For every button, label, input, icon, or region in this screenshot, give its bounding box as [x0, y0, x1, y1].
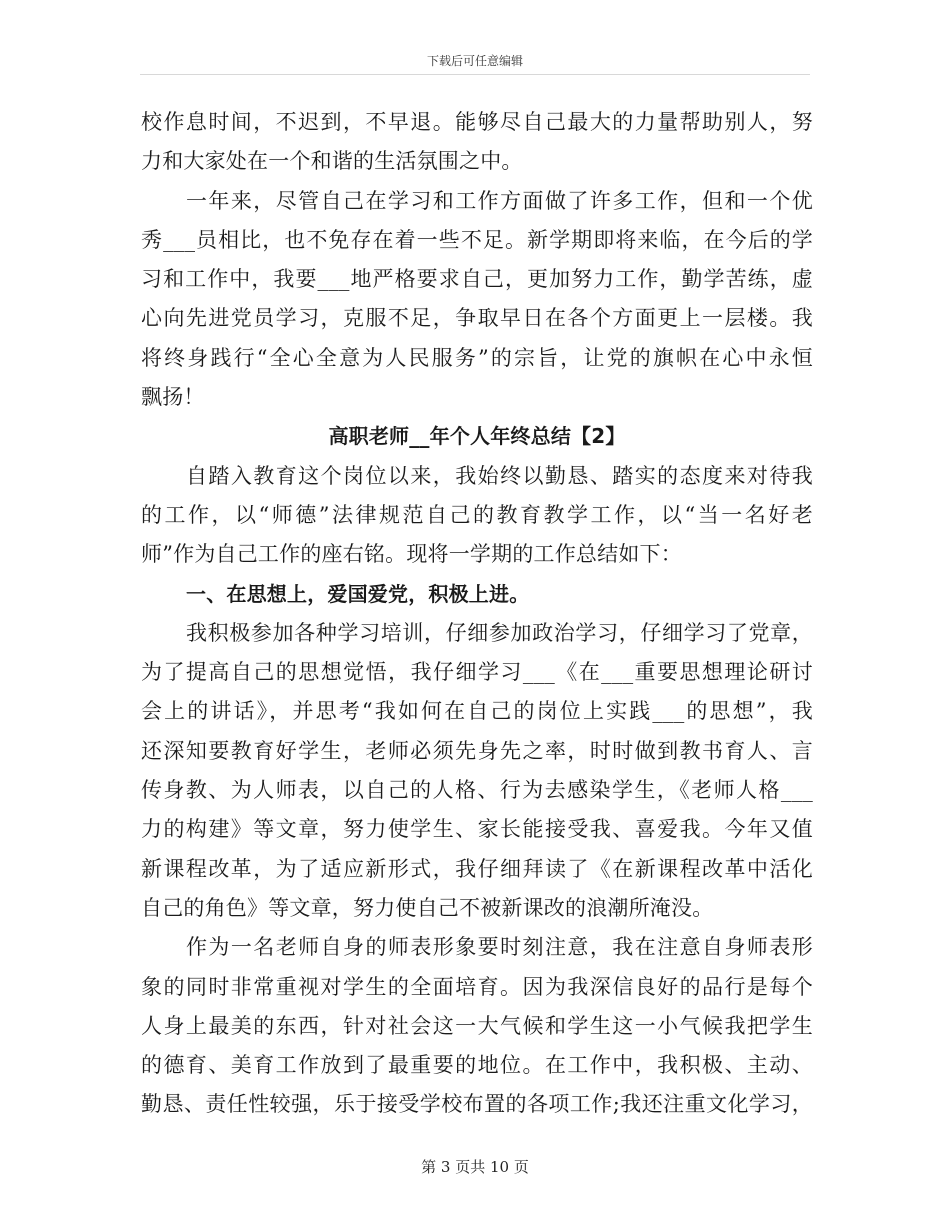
- text-line: 新课程改革，为了适应新形式，我仔细拜读了《在新课程改革中活化: [141, 856, 813, 881]
- text-line: 的工作，以“师德”法律规范自己的教育教学工作，以“当一名好老: [141, 502, 813, 527]
- page-header: 下载后可任意编辑: [426, 54, 523, 68]
- text-line: 作为一名老师自身的师表形象要时刻注意，我在注意自身师表形: [186, 935, 813, 960]
- text-line: 会上的讲话》，并思考“我如何在自己的岗位上实践___的思想”，我: [141, 699, 813, 724]
- text-line: 传身教、为人师表，以自己的人格、行为去感染学生，《老师人格___: [141, 778, 813, 803]
- header-divider: [140, 74, 810, 75]
- text-line: 自己的角色》等文章，努力使自己不被新课改的浪潮所淹没。: [141, 895, 714, 920]
- text-line: 象的同时非常重视对学生的全面培育。因为我深信良好的品行是每个: [141, 974, 813, 999]
- document-body: [141, 103, 813, 1125]
- text-line: 一年来，尽管自己在学习和工作方面做了许多工作，但和一个优: [186, 188, 813, 213]
- text-line: 人身上最美的东西，针对社会这一大气候和学生这一小气候我把学生: [141, 1013, 813, 1038]
- text-line: 飘扬！: [141, 385, 205, 410]
- section-title: 高职老师__年个人年终总结【2】: [328, 424, 626, 449]
- text-line: 校作息时间，不迟到，不早退。能够尽自己最大的力量帮助别人，努: [141, 110, 813, 134]
- text-line: 为了提高自己的思想觉悟，我仔细学习___《在___重要思想理论研讨: [141, 660, 813, 685]
- text-line: 自踏入教育这个岗位以来，我始终以勤恳、踏实的态度来对待我: [186, 463, 813, 488]
- section-heading: 一、在思想上，爱国爱党，积极上进。: [186, 581, 530, 606]
- text-line: 秀___员相比，也不免存在着一些不足。新学期即将来临，在今后的学: [141, 227, 813, 252]
- text-line: 还深知要教育好学生，老师必须先身先之率，时时做到教书育人、言: [141, 738, 813, 763]
- text-line: 力和大家处在一个和谐的生活氛围之中。: [141, 149, 523, 174]
- text-line: 勤恳、责任性较强，乐于接受学校布置的各项工作;我还注重文化学习，: [141, 1092, 813, 1117]
- text-line: 师”作为自己工作的座右铭。现将一学期的工作总结如下：: [141, 542, 682, 567]
- text-line: 将终身践行“全心全意为人民服务”的宗旨，让党的旗帜在心中永恒: [141, 345, 813, 370]
- page-number: 第 3 页共 10 页: [421, 1158, 529, 1176]
- text-line: 力的构建》等文章，努力使学生、家长能接受我、喜爱我。今年又值: [141, 817, 813, 842]
- text-line: 心向先进党员学习，克服不足，争取早日在各个方面更上一层楼。我: [141, 306, 813, 331]
- text-line: 的德育、美育工作放到了最重要的地位。在工作中，我积极、主动、: [141, 1053, 813, 1078]
- text-line: 习和工作中，我要___地严格要求自己，更加努力工作，勤学苦练，虚: [141, 267, 813, 292]
- text-line: 我积极参加各种学习培训，仔细参加政治学习，仔细学习了党章，: [186, 620, 813, 645]
